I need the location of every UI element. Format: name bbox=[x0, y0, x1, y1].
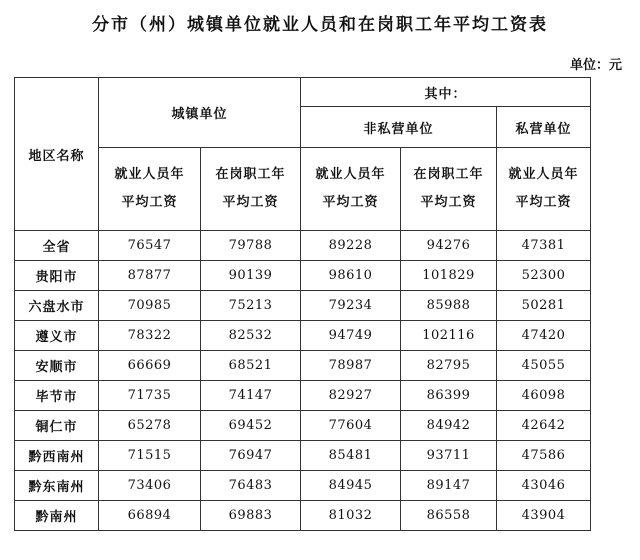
header-nonprivate-employee-avg: 就业人员年 平均工资 bbox=[301, 148, 401, 231]
wage-value: 85481 bbox=[301, 441, 401, 471]
wage-value: 82532 bbox=[201, 321, 301, 351]
wage-value: 102116 bbox=[401, 321, 497, 351]
table-row bbox=[15, 501, 591, 531]
wage-value: 47381 bbox=[497, 231, 591, 261]
wage-value: 98610 bbox=[301, 261, 401, 291]
wage-value: 94276 bbox=[401, 231, 497, 261]
wage-value: 76547 bbox=[99, 231, 201, 261]
wage-value: 43904 bbox=[497, 501, 591, 531]
region-name: 六盘水市 bbox=[15, 291, 99, 321]
region-name: 毕节市 bbox=[15, 381, 99, 411]
wage-value: 42642 bbox=[497, 411, 591, 441]
wage-value: 75213 bbox=[201, 291, 301, 321]
table-row bbox=[15, 441, 591, 471]
wage-value: 82927 bbox=[301, 381, 401, 411]
wage-value: 82795 bbox=[401, 351, 497, 381]
wage-value: 78322 bbox=[99, 321, 201, 351]
wage-value: 86399 bbox=[401, 381, 497, 411]
wage-value: 84942 bbox=[401, 411, 497, 441]
wage-value: 85988 bbox=[401, 291, 497, 321]
wage-value: 94749 bbox=[301, 321, 401, 351]
wage-value: 79788 bbox=[201, 231, 301, 261]
wage-value: 68521 bbox=[201, 351, 301, 381]
wage-value: 76483 bbox=[201, 471, 301, 501]
table-body bbox=[15, 231, 591, 531]
table-row bbox=[15, 351, 591, 381]
wage-value: 70985 bbox=[99, 291, 201, 321]
wage-value: 50281 bbox=[497, 291, 591, 321]
wage-value: 101829 bbox=[401, 261, 497, 291]
wage-value: 77604 bbox=[301, 411, 401, 441]
wage-table bbox=[14, 77, 591, 531]
wage-value: 89228 bbox=[301, 231, 401, 261]
table-row bbox=[15, 261, 591, 291]
wage-value: 69452 bbox=[201, 411, 301, 441]
wage-value: 71515 bbox=[99, 441, 201, 471]
wage-value: 89147 bbox=[401, 471, 497, 501]
table-row bbox=[15, 381, 591, 411]
wage-value: 45055 bbox=[497, 351, 591, 381]
header-urban-units: 城镇单位 bbox=[99, 78, 301, 148]
region-name: 铜仁市 bbox=[15, 411, 99, 441]
header-nonprivate-staff-avg: 在岗职工年 平均工资 bbox=[401, 148, 497, 231]
wage-value: 47420 bbox=[497, 321, 591, 351]
wage-value: 66894 bbox=[99, 501, 201, 531]
header-region: 地区名称 bbox=[15, 78, 99, 231]
table-row bbox=[15, 291, 591, 321]
wage-value: 71735 bbox=[99, 381, 201, 411]
wage-value: 76947 bbox=[201, 441, 301, 471]
wage-value: 69883 bbox=[201, 501, 301, 531]
region-name: 全省 bbox=[15, 231, 99, 261]
wage-value: 93711 bbox=[401, 441, 497, 471]
unit-label: 单位：元 bbox=[569, 58, 622, 73]
wage-value: 78987 bbox=[301, 351, 401, 381]
wage-value: 84945 bbox=[301, 471, 401, 501]
wage-value: 81032 bbox=[301, 501, 401, 531]
table-row bbox=[15, 231, 591, 261]
wage-value: 46098 bbox=[497, 381, 591, 411]
wage-value: 52300 bbox=[497, 261, 591, 291]
region-name: 贵阳市 bbox=[15, 261, 99, 291]
table-row bbox=[15, 471, 591, 501]
wage-value: 74147 bbox=[201, 381, 301, 411]
header-urban-staff-avg: 在岗职工年 平均工资 bbox=[201, 148, 301, 231]
header-urban-employee-avg: 就业人员年 平均工资 bbox=[99, 148, 201, 231]
header-private-units: 私营单位 bbox=[497, 107, 591, 148]
wage-value: 65278 bbox=[99, 411, 201, 441]
wage-value: 86558 bbox=[401, 501, 497, 531]
table-row bbox=[15, 321, 591, 351]
header-of-which: 其中： bbox=[301, 78, 591, 107]
wage-value: 87877 bbox=[99, 261, 201, 291]
header-non-private-units: 非私营单位 bbox=[301, 107, 497, 148]
region-name: 遵义市 bbox=[15, 321, 99, 351]
region-name: 黔东南州 bbox=[15, 471, 99, 501]
page-title: 分市（州）城镇单位就业人员和在岗职工年平均工资表 bbox=[92, 15, 548, 35]
wage-value: 79234 bbox=[301, 291, 401, 321]
region-name: 黔西南州 bbox=[15, 441, 99, 471]
wage-value: 43046 bbox=[497, 471, 591, 501]
wage-value: 90139 bbox=[201, 261, 301, 291]
wage-value: 73406 bbox=[99, 471, 201, 501]
table-row bbox=[15, 411, 591, 441]
wage-value: 66669 bbox=[99, 351, 201, 381]
wage-value: 47586 bbox=[497, 441, 591, 471]
region-name: 黔南州 bbox=[15, 501, 99, 531]
region-name: 安顺市 bbox=[15, 351, 99, 381]
header-private-employee-avg: 就业人员年 平均工资 bbox=[497, 148, 591, 231]
